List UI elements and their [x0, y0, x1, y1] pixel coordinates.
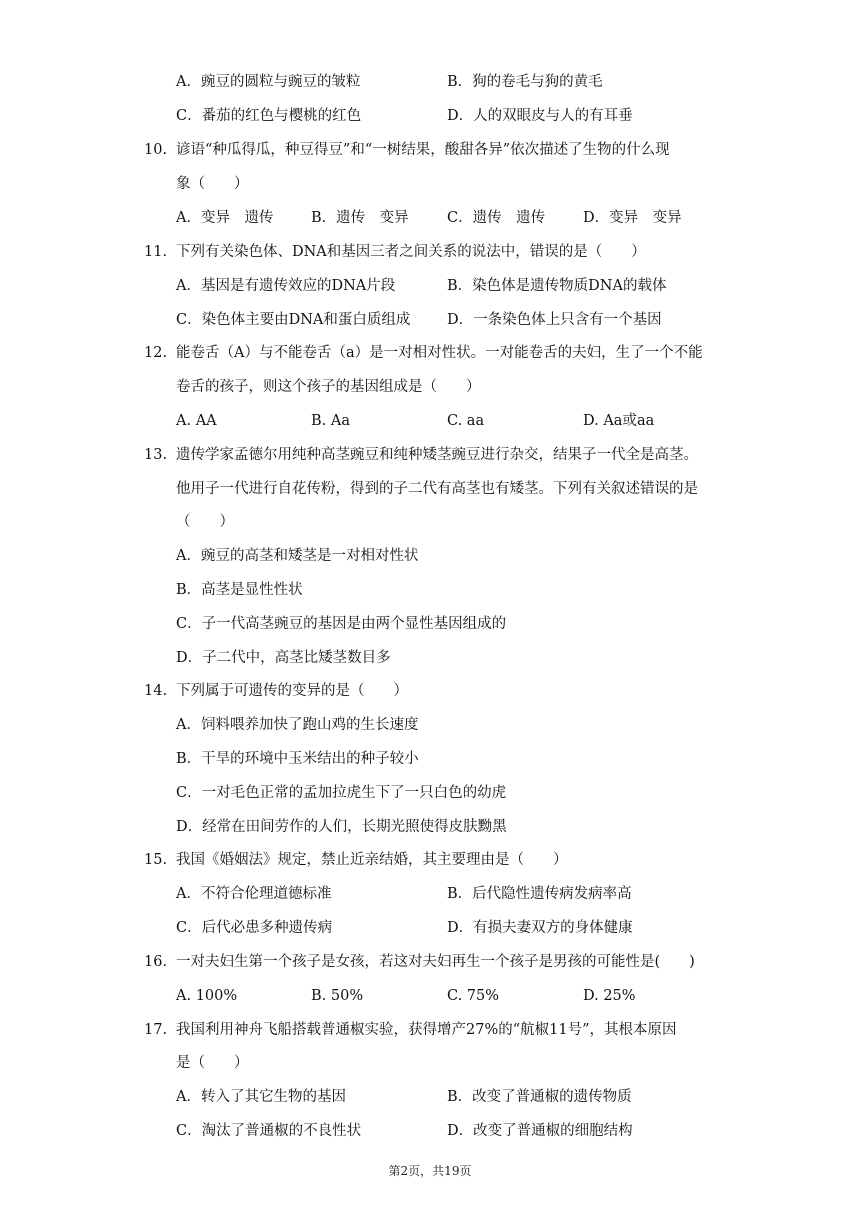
q17-option-c: C．淘汰了普通椒的不良性状: [176, 1123, 362, 1139]
q14-option-b: B．干旱的环境中玉米结出的种子较小: [176, 751, 419, 767]
q11-option-d: D．一条染色体上只含有一个基因: [447, 312, 662, 328]
q10-option-a: A．变异 遗传: [176, 210, 274, 226]
q10-stem-line2: 象（ ）: [176, 176, 249, 192]
q10-option-c: C．遗传 遗传: [447, 210, 546, 226]
q10-option-b: B．遗传 变异: [311, 210, 409, 226]
q12-stem-line1: 能卷舌（A）与不能卷舌（a）是一对相对性状。一对能卷舌的夫妇，生了一个不能: [176, 345, 703, 361]
q11-option-b: B．染色体是遗传物质DNA的载体: [447, 278, 667, 294]
q13-stem-line3: （ ）: [176, 514, 234, 530]
q17-option-d: D．改变了普通椒的细胞结构: [447, 1123, 633, 1139]
q15-option-b: B．后代隐性遗传病发病率高: [447, 886, 632, 902]
q10-stem-line1: 谚语“种瓜得瓜，种豆得豆”和“一树结果，酸甜各异”依次描述了生物的什么现: [176, 142, 670, 158]
q13-option-c: C．子一代高茎豌豆的基因是由两个显性基因组成的: [176, 616, 507, 632]
q13-option-b: B．高茎是显性性状: [176, 582, 303, 598]
q15-option-a: A．不符合伦理道德标准: [176, 886, 332, 902]
q17-stem-line2: 是（ ）: [176, 1055, 249, 1071]
q11-option-a: A．基因是有遗传效应的DNA片段: [176, 278, 396, 294]
q9-option-c: C．番茄的红色与樱桃的红色: [176, 108, 362, 124]
q15-option-c: C．后代必患多种遗传病: [176, 920, 333, 936]
q15-stem-line1: 我国《婚姻法》规定，禁止近亲结婚，其主要理由是（ ）: [176, 852, 568, 868]
q11-stem-line1: 下列有关染色体、DNA和基因三者之间关系的说法中，错误的是（ ）: [176, 244, 646, 260]
q16-number: 16.: [144, 954, 168, 970]
q9-option-a: A．豌豆的圆粒与豌豆的皱粒: [176, 74, 361, 90]
q12-option-b: B. Aa: [311, 413, 350, 429]
q14-option-a: A．饲料喂养加快了跑山鸡的生长速度: [176, 717, 419, 733]
q13-stem-line2: 他用子一代进行自花传粉，得到的子二代有高茎也有矮茎。下列有关叙述错误的是: [176, 481, 698, 497]
q13-stem-line1: 遗传学家孟德尔用纯种高茎豌豆和纯种矮茎豌豆进行杂交，结果子一代全是高茎。: [176, 447, 698, 463]
q13-option-a: A．豌豆的高茎和矮茎是一对相对性状: [176, 548, 419, 564]
q16-option-b: B. 50%: [311, 988, 364, 1004]
q9-option-d: D．人的双眼皮与人的有耳垂: [447, 108, 633, 124]
q16-stem-line1: 一对夫妇生第一个孩子是女孩，若这对夫妇再生一个孩子是男孩的可能性是( ): [176, 954, 695, 970]
q10-number: 10.: [144, 142, 168, 158]
q17-option-a: A．转入了其它生物的基因: [176, 1089, 346, 1105]
q16-option-c: C. 75%: [447, 988, 500, 1004]
q14-option-c: C．一对毛色正常的孟加拉虎生下了一只白色的幼虎: [176, 785, 507, 801]
q11-option-c: C．染色体主要由DNA和蛋白质组成: [176, 312, 411, 328]
q15-option-d: D．有损夫妻双方的身体健康: [447, 920, 633, 936]
q15-number: 15.: [144, 852, 168, 868]
q16-option-d: D. 25%: [583, 988, 636, 1004]
q9-option-b: B．狗的卷毛与狗的黄毛: [447, 74, 603, 90]
q12-option-c: C. aa: [447, 413, 485, 429]
q12-option-d: D. Aa或aa: [583, 413, 655, 429]
q11-number: 11.: [144, 244, 168, 260]
q12-number: 12.: [144, 345, 168, 361]
q17-number: 17.: [144, 1022, 168, 1038]
q10-option-d: D．变异 变异: [583, 210, 682, 226]
q13-option-d: D．子二代中，高茎比矮茎数目多: [176, 650, 391, 666]
q17-stem-line1: 我国利用神舟飞船搭载普通椒实验，获得增产27%的“航椒11号”，其根本原因: [176, 1022, 677, 1038]
q14-number: 14.: [144, 683, 168, 699]
q17-option-b: B．改变了普通椒的遗传物质: [447, 1089, 632, 1105]
q14-option-d: D．经常在田间劳作的人们，长期光照使得皮肤黝黑: [176, 819, 507, 835]
q12-stem-line2: 卷舌的孩子，则这个孩子的基因组成是（ ）: [176, 379, 481, 395]
q14-stem-line1: 下列属于可遗传的变异的是（ ）: [176, 683, 408, 699]
q16-option-a: A. 100%: [176, 988, 238, 1004]
page-number-footer: 第2页，共19页: [388, 1164, 472, 1178]
q13-number: 13.: [144, 447, 168, 463]
q12-option-a: A. AA: [176, 413, 217, 429]
